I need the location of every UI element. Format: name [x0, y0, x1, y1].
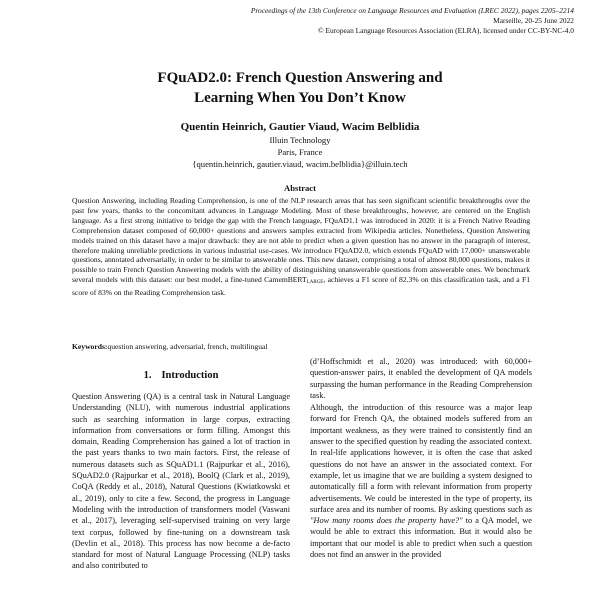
intro-paragraph-3-part-b: to a QA model, we would be able to extract this information. But it would also be important that our model is able to predict when such a question does not find an answer in the provided — [310, 516, 532, 560]
intro-paragraph-3-part-a: Although, the introduction of this resource was a major leap forward for French QA, the obtained models suffered from an important weakness, as they were trained to consistently find an answer to the specified question by reading the associated context. In real-life applications however, it is often the case that asked questions do not have an answer in the associated context. For example, let us imagine that we are building a system designed to automatically fill a form with relevant information from property advertisements. We could be interested in the type of property, its surface area and its number of rooms. By asking questions such as — [310, 403, 532, 514]
section-title: Introduction — [161, 370, 219, 381]
section-number: 1. — [143, 370, 152, 381]
copyright-line: © European Language Resources Association (ELRA), licensed under CC-BY-NC-4.0 — [317, 26, 574, 35]
proceedings-header — [154, 6, 574, 36]
intro-paragraph-3 — [310, 402, 532, 560]
emails: {quentin.heinrich, gautier.viaud, wacim.belblidia}@illuin.tech — [192, 159, 408, 169]
section-heading-introduction — [72, 370, 290, 381]
intro-paragraph-2: (d’Hoffschmidt et al., 2020) was introduced: with 60,000+ question-answer pairs, it enabled the development of QA models surpassing the human performance in the Reading Comprehension task. — [310, 357, 532, 400]
example-question-quote: "How many rooms does the property have?" — [310, 516, 463, 526]
title-line-1: FQuAD2.0: French Question Answering and — [157, 70, 443, 86]
affiliation: Illuin Technology — [269, 135, 331, 145]
title-line-2: Learning When You Don’t Know — [194, 90, 406, 106]
paper-title — [0, 68, 600, 108]
keywords-line — [72, 342, 530, 352]
abstract-text-part2: , achieves a F1 score of 82.3% on this classification task, and a F1 score of 83% on the Reading Comprehension task. — [72, 275, 531, 298]
intro-paragraph-1: Question Answering (QA) is a central task in Natural Language Understanding (NLU), with numerous industrial applications such as searching information in large corpus, extracting information from conversations or form filling. Amongst this domain, Reading Comprehension has gained a lot of traction in the past years thanks to two main factors. First, the release of numerous datasets such as SQuAD1.1 (Rajpurkar et al., 2016), SQuAD2.0 (Rajpurkar et al., 2018), BoolQ (Clark et al., 2019), CoQA (Reddy et al., 2018), Natural Questions (Kwiatkowski et al., 2019), only to cite a few. Second, the progress in Language Modeling with the introduction of transformers model (Vaswani et al., 2017), leveraging self-supervised training on very large text corpus, followed by fine-tuning on a downstream task (Devlin et al., 2018). This process has now become a de-facto standard for most of Natural Language Processing (NLP) tasks and also contributed to — [72, 392, 290, 571]
abstract-text-part1: Question Answering, including Reading Comprehension, is one of the NLP research areas that has seen significant scientific breakthroughs over the past few years, thanks to the concomitant advances in Language Modeling. Most of these breakthroughs, however, are centered on the English language. As a first strong initiative to bridge the gap with the French language, FQuAD1.1 was introduced in 2020: it is a French Native Reading Comprehension dataset composed of 60,000+ questions and answers samples extracted from Wikipedia articles. Nonetheless, Question Answering models trained on this dataset have a major drawback: they are not able to predict when a given question has no answer in the paragraph of interest, therefore making unreliable predictions in various industrial use-cases. We introduce FQuAD2.0, which extends FQuAD with 17,000+ unanswerable questions, annotated adversarially, in order to be similar to answerable ones. This new dataset, comprising a total of almost 80,000 questions, makes it possible to train French Question Answering models with the ability of distinguishing unanswerable questions from answerable ones. We benchmark several models with this dataset: our best model, a fine-tuned CamemBERT — [72, 196, 530, 285]
location-date-line: Marseille, 20-25 June 2022 — [493, 16, 574, 25]
keywords-text: question answering, adversarial, french, multilingual — [107, 342, 268, 351]
right-column — [310, 356, 532, 560]
left-column — [72, 362, 290, 572]
affiliation-block — [0, 134, 600, 170]
keywords-label: Keywords: — [72, 342, 108, 351]
address: Paris, France — [277, 147, 323, 157]
author-list: Quentin Heinrich, Gautier Viaud, Wacim Belblidia — [180, 121, 420, 133]
proceedings-line: Proceedings of the 13th Conference on Language Resources and Evaluation (LREC 2022), pages 2205–2214 — [250, 6, 574, 15]
abstract-subscript: LARGE — [306, 280, 324, 286]
abstract-body — [72, 196, 530, 298]
abstract-heading: Abstract — [284, 183, 316, 193]
